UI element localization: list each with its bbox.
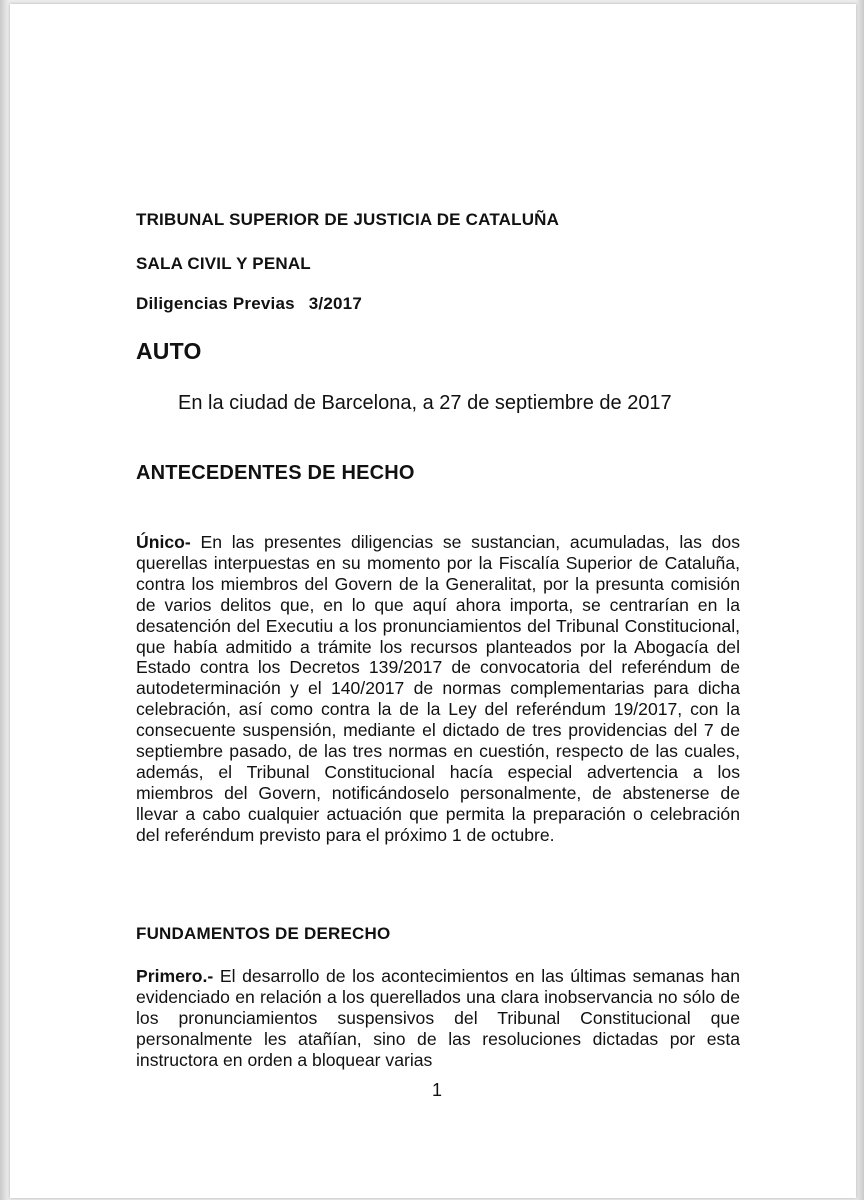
fundamentos-heading: FUNDAMENTOS DE DERECHO (136, 924, 391, 943)
case-label: Diligencias Previas (136, 294, 295, 313)
chamber-heading: SALA CIVIL Y PENAL (136, 254, 311, 273)
fundamentos-text: El desarrollo de los acontecimientos en las últimas semanas han evidenciado en relación a los querellados una clara inobservancia no sólo de los pronunciamientos suspensivos del Tribunal Constitucional que personalmente les atañían, sino de las resoluciones dictadas por esta instructora en orden a bloquear varias (136, 966, 740, 1070)
antecedentes-text: En las presentes diligencias se sustancian, acumuladas, las dos querellas interpuestas en su momento por la Fiscalía Superior de Cataluña, contra los miembros del Govern de la Generalitat, por la presunta comisión de varios delitos que, en lo que aquí ahora importa, se centrarían en la desatención del Executiu a los pronunciamientos del Tribunal Constitucional, que había admitido a trámite los recursos planteados por la Abogacía del Estado contra los Decretos 139/2017 de convocatoria del referéndum de autodeterminación y el 140/2017 de normas complementarias para dicha celebración, así como contra la de la Ley del referéndum 19/2017, con la consecuente suspensión, mediante el dictado de tres providencias del 7 de septiembre pasado, de las tres normas en cuestión, respecto de las cuales, además, el Tribunal Constitucional hacía especial advertencia a los miembros del Govern, notificándoselo personalmente, de abstenerse de llevar a cabo cualquier actuación que permita la preparación o celebración del referéndum previsto para el próximo 1 de octubre. (136, 532, 740, 845)
document-page (10, 4, 856, 1198)
case-reference (136, 294, 362, 314)
place-date-line: En la ciudad de Barcelona, a 27 de septiembre de 2017 (178, 392, 672, 414)
fundamentos-paragraph (136, 966, 740, 1090)
court-heading: TRIBUNAL SUPERIOR DE JUSTICIA DE CATALUÑA (136, 210, 560, 229)
case-number: 3/2017 (308, 294, 362, 313)
antecedentes-heading: ANTECEDENTES DE HECHO (136, 462, 415, 484)
antecedentes-paragraph (136, 532, 740, 846)
page-number: 1 (432, 1080, 443, 1100)
antecedentes-lead: Único- (136, 532, 191, 552)
document-type-title: AUTO (136, 338, 202, 364)
fundamentos-lead: Primero.- (136, 966, 214, 986)
